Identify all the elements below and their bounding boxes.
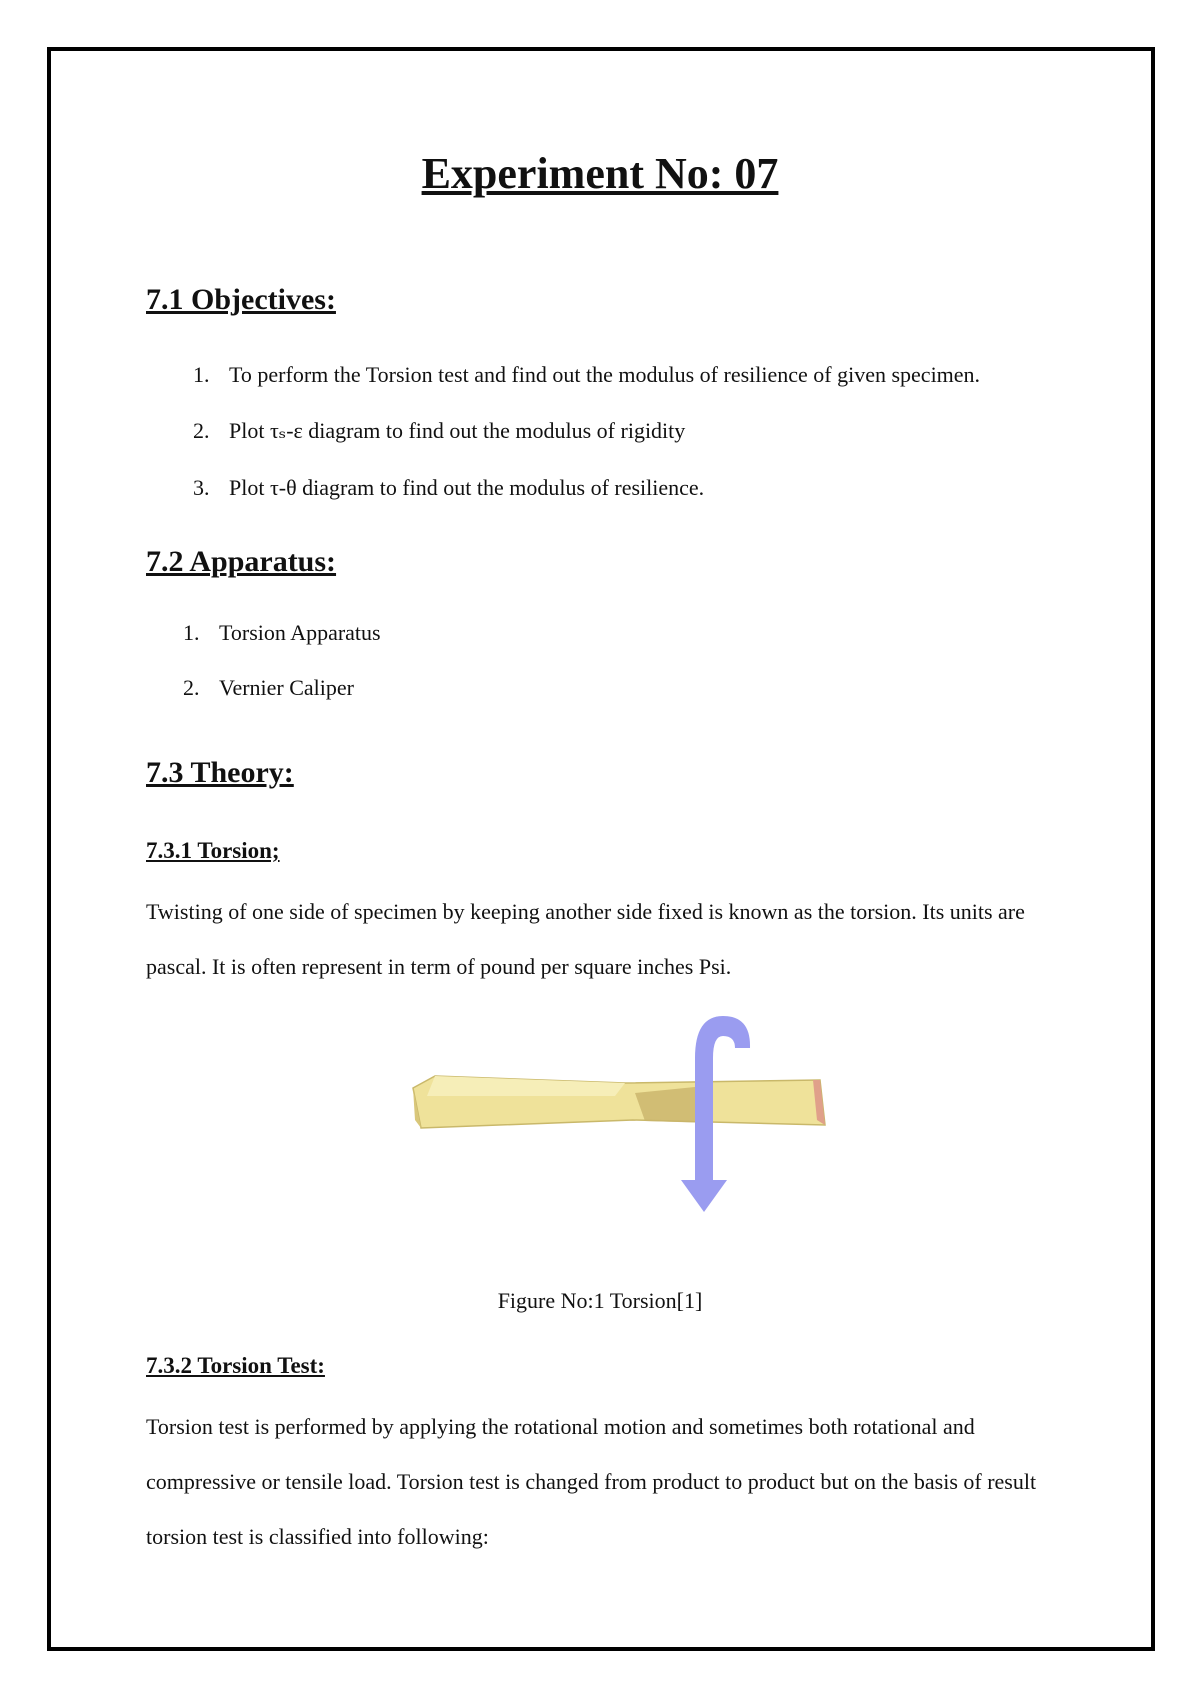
page-title: Experiment No: 07 [421,149,779,198]
apparatus-item-1: 1. Torsion Apparatus [183,620,381,645]
objectives-heading: 7.1 Objectives: [146,283,336,316]
torsion-test-heading: 7.3.2 Torsion Test: [146,1353,325,1378]
objective-item-1: 1. To perform the Torsion test and find out the modulus of resilience of given specimen. [193,362,981,387]
torsion-paragraph: Twisting of one side of specimen by keeping another side fixed is known as the torsion. Its units are pascal. It is often represent in term of pound per square inches Psi. [146,899,1025,979]
torsion-test-paragraph: Torsion test is performed by applying the rotational motion and sometimes both rotational and compressive or tensile load. Torsion test is changed from product to product but on the basis of result torsion test is classified into following: [146,1414,1037,1549]
objective-item-3: 3. Plot τ-θ diagram to find out the modulus of resilience. [193,475,705,500]
torsion-figure [405,1008,855,1218]
objective-item-2: 2. Plot τₛ-ε diagram to find out the modulus of rigidity [193,418,686,443]
torsion-heading: 7.3.1 Torsion; [146,838,280,863]
twisted-bar-icon [413,1076,825,1128]
theory-heading: 7.3 Theory: [146,756,294,789]
apparatus-item-2: 2. Vernier Caliper [183,675,354,700]
figure-caption: Figure No:1 Torsion[1] [497,1288,703,1313]
apparatus-heading: 7.2 Apparatus: [146,545,337,578]
